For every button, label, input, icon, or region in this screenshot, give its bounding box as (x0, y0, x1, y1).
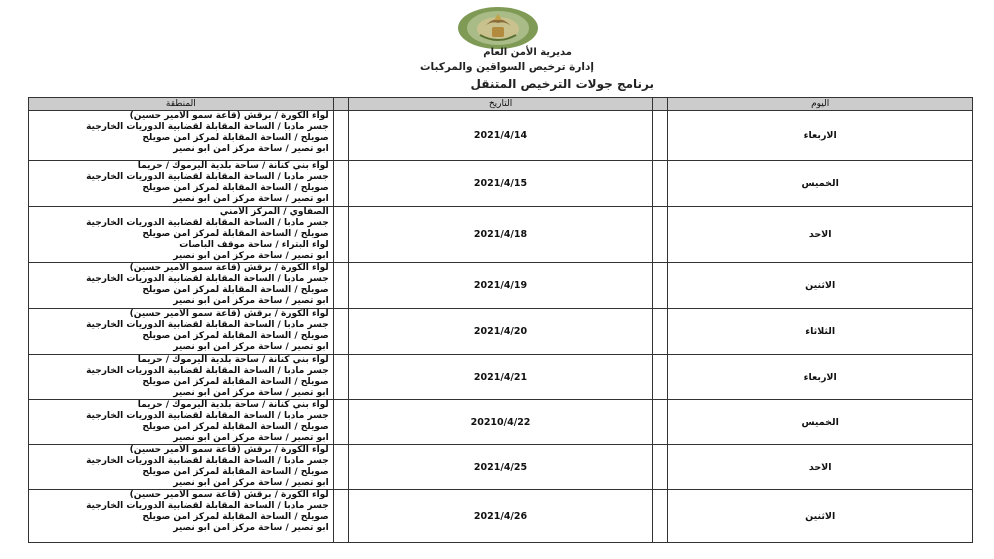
area-line: ابو تصير / ساحة مركز امن ابو نصير (173, 144, 329, 154)
schedule-table (28, 97, 973, 543)
area-line: لواء الكورة / برقش (قاعة سمو الامير حسين) (129, 263, 329, 273)
table-row (29, 355, 973, 400)
row-day: الخميس (668, 161, 973, 207)
table-row (29, 490, 973, 543)
area-line: جسر مادبا / الساحة المقابلة لقضابية الدوريات الخارجية (86, 411, 329, 421)
row-date: 2021/4/20 (348, 309, 653, 355)
area-line: ابو تصير / ساحة مركز امن ابو نصير (173, 433, 329, 443)
area-line: ابو تصير / ساحة مركز امن ابو نصير (173, 388, 329, 398)
table-row (29, 400, 973, 445)
area-line: لواء بني كنانة / ساحة بلدية اليرموك / حريما (137, 161, 329, 171)
row-areas (29, 111, 334, 161)
column-gap (333, 111, 348, 161)
column-gap (653, 445, 668, 490)
area-line: جسر مادبا / الساحة المقابلة لقضابية الدوريات الخارجية (86, 274, 329, 284)
area-line: جسر مادبا / الساحة المقابلة لقضابية الدوريات الخارجية (86, 501, 329, 511)
area-line: لواء الكورة / برقش (قاعة سمو الامير حسين) (129, 445, 329, 455)
table-row (29, 263, 973, 309)
public-security-emblem (455, 4, 541, 50)
table-row (29, 111, 973, 161)
column-gap (653, 207, 668, 263)
program-title: برنامج جولات الترخيص المتنقل (470, 77, 654, 91)
area-line: ابو تصير / ساحة مركز امن ابو نصير (173, 251, 329, 261)
area-line: ابو تصير / ساحة مركز امن ابو نصير (173, 478, 329, 488)
column-gap (333, 161, 348, 207)
column-gap (333, 98, 348, 111)
column-header-date: التاريخ (348, 98, 653, 111)
column-gap (653, 490, 668, 543)
column-gap (653, 309, 668, 355)
row-areas (29, 263, 334, 309)
row-date: 2021/4/14 (348, 111, 653, 161)
area-line: لواء البتراء / ساحة موقف الباصات (179, 240, 329, 250)
area-line: صويلح / الساحة المقابلة لمركز امن صويلح (142, 183, 329, 193)
row-date: 2021/4/15 (348, 161, 653, 207)
table-row (29, 445, 973, 490)
row-day: الاثنين (668, 490, 973, 543)
row-areas (29, 309, 334, 355)
area-line: لواء بني كنانة / ساحة بلدية اليرموك / حريما (137, 355, 329, 365)
area-line: الصفاوي / المركز الأمني (219, 207, 329, 217)
area-line: لواء الكورة / برقش (قاعة سمو الامير حسين) (129, 111, 329, 121)
row-areas (29, 161, 334, 207)
column-gap (333, 400, 348, 445)
table-row (29, 207, 973, 263)
row-areas (29, 207, 334, 263)
column-gap (333, 207, 348, 263)
row-day: الاحد (668, 445, 973, 490)
column-gap (653, 263, 668, 309)
row-areas (29, 445, 334, 490)
column-gap (653, 98, 668, 111)
column-gap (333, 355, 348, 400)
area-line: صويلح / الساحة المقابلة لمركز امن صويلح (142, 512, 329, 522)
row-date: 2021/4/19 (348, 263, 653, 309)
area-line: جسر مادبا / الساحة المقابلة لقضابية الدوريات الخارجية (86, 218, 329, 228)
area-line: لواء الكورة / برقش (قاعة سمو الامير حسين) (129, 309, 329, 319)
column-header-area: المنطقة (29, 98, 334, 111)
column-header-day: اليوم (668, 98, 973, 111)
column-gap (333, 263, 348, 309)
area-line: ابو تصير / ساحة مركز امن ابو نصير (173, 342, 329, 352)
area-line: ابو تصير / ساحة مركز امن ابو نصير (173, 194, 329, 204)
area-line: صويلح / الساحة المقابلة لمركز امن صويلح (142, 467, 329, 477)
area-line: صويلح / الساحة المقابلة لمركز امن صويلح (142, 133, 329, 143)
area-line: صويلح / الساحة المقابلة لمركز امن صويلح (142, 377, 329, 387)
table-row (29, 161, 973, 207)
row-date: 2021/4/26 (348, 490, 653, 543)
row-areas (29, 355, 334, 400)
column-gap (653, 111, 668, 161)
area-line: صويلح / الساحة المقابلة لمركز امن صويلح (142, 331, 329, 341)
row-day: الاربعاء (668, 111, 973, 161)
area-line: جسر مادبا / الساحة المقابلة لقضابية الدوريات الخارجية (86, 122, 329, 132)
department-name: إدارة ترخيص السواقين والمركبات (420, 61, 594, 73)
area-line: ابو تصير / ساحة مركز امن ابو نصير (173, 296, 329, 306)
column-gap (653, 355, 668, 400)
column-gap (333, 490, 348, 543)
row-day: الخميس (668, 400, 973, 445)
table-row (29, 309, 973, 355)
area-line: لواء بني كنانة / ساحة بلدية اليرموك / حريما (137, 400, 329, 410)
area-line: جسر مادبا / الساحة المقابلة لقضابية الدوريات الخارجية (86, 456, 329, 466)
directorate-name: مديرية الأمن العام (483, 47, 572, 58)
row-areas (29, 400, 334, 445)
area-line: صويلح / الساحة المقابلة لمركز امن صويلح (142, 422, 329, 432)
row-day: الثلاثاء (668, 309, 973, 355)
row-date: 2021/4/21 (348, 355, 653, 400)
area-line: جسر مادبا / الساحة المقابلة لقضابية الدوريات الخارجية (86, 320, 329, 330)
column-gap (653, 161, 668, 207)
row-areas (29, 490, 334, 543)
column-gap (653, 400, 668, 445)
area-line: جسر مادبا / الساحة المقابلة لقضابية الدوريات الخارجية (86, 172, 329, 182)
row-day: الاربعاء (668, 355, 973, 400)
area-line: لواء الكورة / برقش (قاعة سمو الامير حسين) (129, 490, 329, 500)
area-line: جسر مادبا / الساحة المقابلة لقضابية الدوريات الخارجية (86, 366, 329, 376)
row-day: الاثنين (668, 263, 973, 309)
area-line: صويلح / الساحة المقابلة لمركز امن صويلح (142, 229, 329, 239)
column-gap (333, 445, 348, 490)
area-line: ابو تصير / ساحة مركز امن ابو نصير (173, 523, 329, 533)
row-date: 2021/4/18 (348, 207, 653, 263)
row-date: 2021/4/25 (348, 445, 653, 490)
area-line: صويلح / الساحة المقابلة لمركز امن صويلح (142, 285, 329, 295)
row-day: الاحد (668, 207, 973, 263)
row-date: 20210/4/22 (348, 400, 653, 445)
table-header-row (29, 98, 973, 111)
column-gap (333, 309, 348, 355)
